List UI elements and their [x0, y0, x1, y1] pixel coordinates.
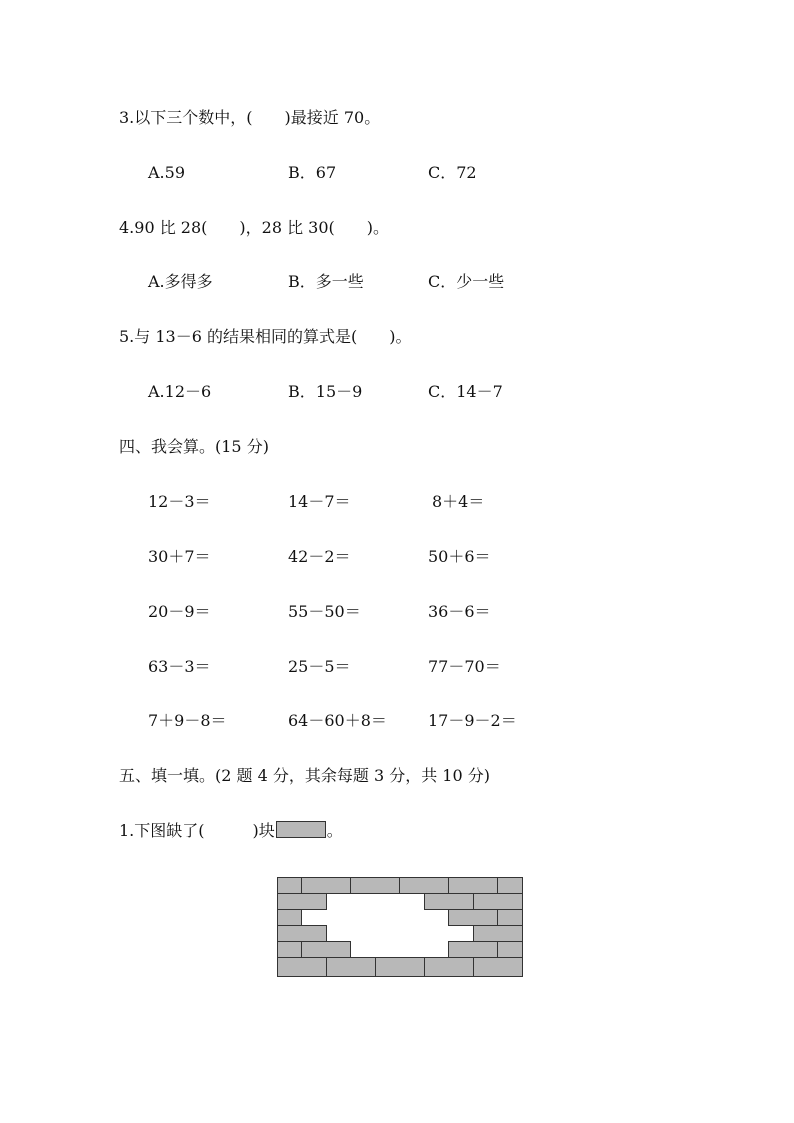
calc-item: 30＋7＝ — [148, 547, 211, 566]
brick — [278, 926, 327, 942]
question-5-option-a: A.12－6 — [148, 382, 212, 401]
calc-item: 25－5＝ — [288, 657, 351, 676]
brick — [302, 942, 351, 958]
calc-item: 63－3＝ — [148, 657, 211, 676]
section-4-title: 四、我会算。(15 分) — [119, 437, 269, 456]
calc-item: 14－7＝ — [288, 492, 351, 511]
brick-icon — [276, 821, 326, 838]
calc-item: 12－3＝ — [148, 492, 211, 511]
calc-item: 77－70＝ — [428, 657, 501, 676]
brick — [351, 878, 400, 894]
brick — [498, 878, 523, 894]
brick-wall-diagram — [277, 877, 525, 979]
question-4-option-b: B．多一些 — [288, 272, 364, 291]
wall-bricks — [278, 878, 523, 977]
calc-item: 36－6＝ — [428, 602, 491, 621]
brick — [278, 894, 327, 910]
calc-item: 7＋9－8＝ — [148, 711, 227, 730]
question-1-text: 1.下图缺了( )块 — [119, 821, 275, 840]
brick — [449, 910, 498, 926]
section-5-title: 五、填一填。(2 题 4 分，其余每题 3 分，共 10 分) — [119, 766, 490, 785]
brick — [474, 926, 523, 942]
question-3-option-c: C．72 — [428, 163, 477, 182]
question-3-stem: 3.以下三个数中，( )最接近 70。 — [119, 108, 381, 127]
question-5-option-b: B．15－9 — [288, 382, 363, 401]
calc-item: 50＋6＝ — [428, 547, 491, 566]
question-4-option-a: A.多得多 — [148, 272, 213, 291]
question-5-option-c: C．14－7 — [428, 382, 503, 401]
brick — [498, 910, 523, 926]
brick — [425, 958, 474, 977]
question-4-option-c: C．少一些 — [428, 272, 505, 291]
brick — [302, 878, 351, 894]
brick — [376, 958, 425, 977]
brick — [400, 878, 449, 894]
brick — [278, 878, 302, 894]
brick — [278, 910, 302, 926]
brick — [449, 878, 498, 894]
question-4-stem: 4.90 比 28( )，28 比 30( )。 — [119, 218, 390, 237]
question-3-option-a: A.59 — [148, 163, 185, 182]
calc-item: 42－2＝ — [288, 547, 351, 566]
brick — [498, 942, 523, 958]
brick — [278, 958, 327, 977]
question-3-option-b: B．67 — [288, 163, 337, 182]
calc-item: 17－9－2＝ — [428, 711, 517, 730]
brick — [474, 894, 523, 910]
brick — [327, 958, 376, 977]
section-5-question-1 — [119, 821, 343, 841]
brick — [278, 942, 302, 958]
question-5-stem: 5.与 13－6 的结果相同的算式是( )。 — [119, 327, 412, 346]
brick — [474, 958, 523, 977]
brick — [425, 894, 474, 910]
calc-item: 64－60＋8＝ — [288, 711, 387, 730]
calc-item: 8＋4＝ — [432, 492, 485, 511]
calc-item: 20－9＝ — [148, 602, 211, 621]
calc-item: 55－50＝ — [288, 602, 361, 621]
question-1-end: 。 — [326, 821, 343, 840]
brick — [449, 942, 498, 958]
